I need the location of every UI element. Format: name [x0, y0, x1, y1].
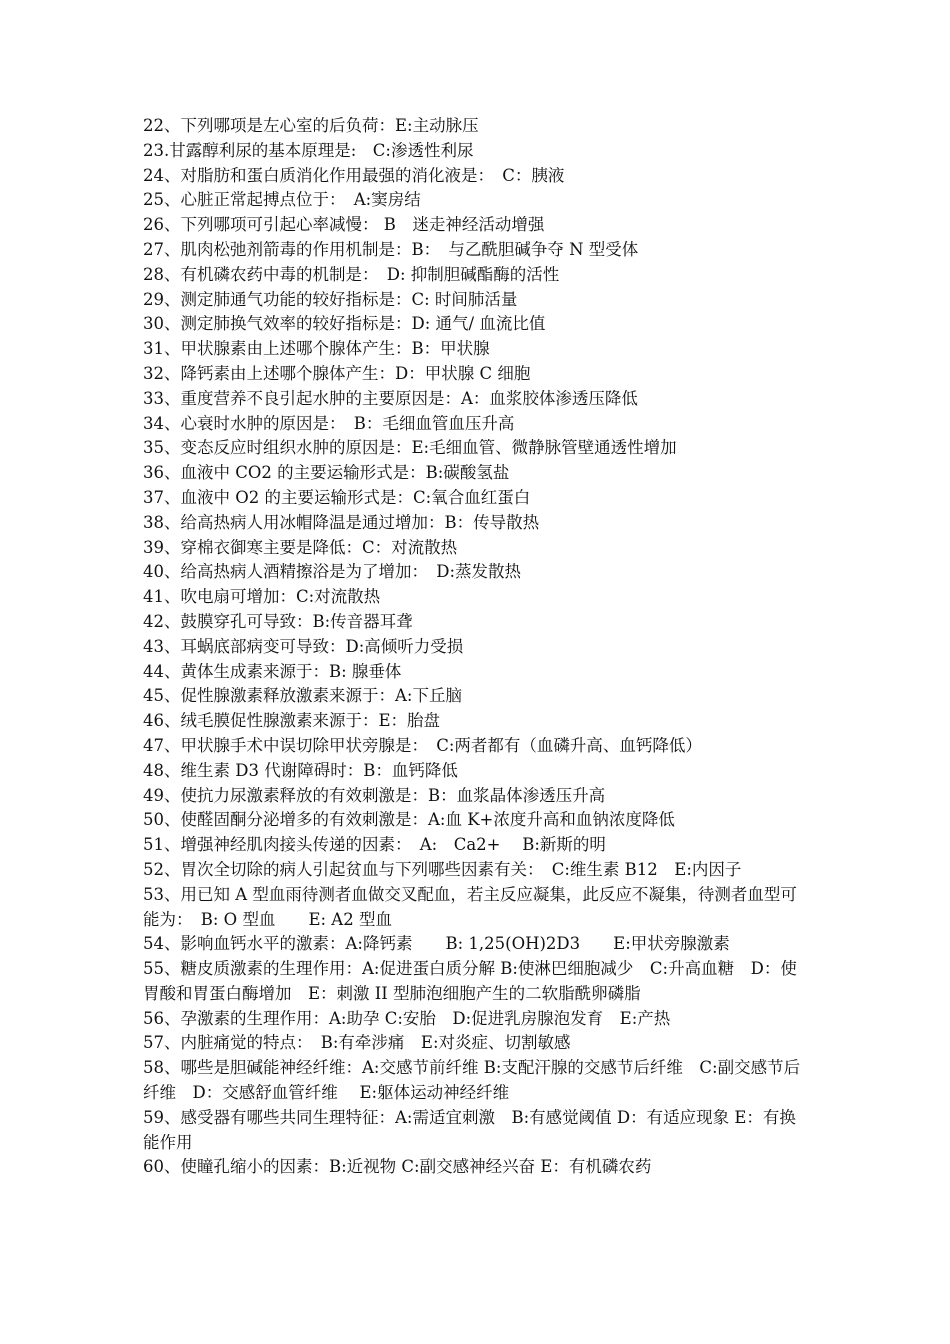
list-item: 54、影响血钙水平的激素：A:降钙素 B: 1,25(OH)2D3 E:甲状旁腺激素: [143, 934, 730, 954]
list-item: 39、穿棉衣御寒主要是降低：C：对流散热: [143, 537, 458, 557]
list-item: 36、血液中 CO2 的主要运输形式是：B:碳酸氢盐: [143, 463, 510, 483]
document-body: [143, 114, 807, 1180]
list-item: 37、血液中 O2 的主要运输形式是：C:氧合血红蛋白: [143, 487, 531, 507]
list-item: 24、对脂肪和蛋白质消化作用最强的消化液是： C：胰液: [143, 165, 565, 185]
list-item: 51、增强神经肌肉接头传递的因素： A: Ca2+ B:新斯的明: [143, 835, 606, 855]
list-item: 32、降钙素由上述哪个腺体产生：D：甲状腺 C 细胞: [143, 363, 531, 383]
list-item: 44、黄体生成素来源于：B: 腺垂体: [143, 661, 402, 681]
list-item: 28、有机磷农药中毒的机制是： D: 抑制胆碱酯酶的活性: [143, 264, 560, 284]
list-item: 35、变态反应时组织水肿的原因是：E:毛细血管、微静脉管壁通透性增加: [143, 438, 677, 458]
list-item: 25、心脏正常起搏点位于： A:窦房结: [143, 190, 421, 210]
list-item: 45、促性腺激素释放激素来源于：A:下丘脑: [143, 686, 462, 706]
list-item: 23.甘露醇利尿的基本原理是: C:渗透性利尿: [143, 140, 474, 160]
list-item: 33、重度营养不良引起水肿的主要原因是：A：血浆胶体渗透压降低: [143, 388, 638, 408]
list-item: 49、使抗力尿激素释放的有效刺激是：B：血浆晶体渗透压升高: [143, 785, 606, 805]
list-item: 57、内脏痛觉的特点： B:有牵涉痛 E:对炎症、切割敏感: [143, 1033, 571, 1053]
list-item: 40、给高热病人酒精擦浴是为了增加： D:蒸发散热: [143, 562, 522, 582]
list-item: 30、测定肺换气效率的较好指标是：D: 通气/ 血流比值: [143, 314, 546, 334]
list-item: 55、糖皮质激素的生理作用：A:促进蛋白质分解 B:使淋巴细胞减少 C:升高血糖 D：使胃酸和胃蛋白酶增加 E：刺激 II 型肺泡细胞产生的二软脂酰卵磷脂: [143, 959, 797, 1003]
list-item: 59、感受器有哪些共同生理特征：A:需适宜刺激 B:有感觉阈值 D：有适应现象 E：有换能作用: [143, 1107, 796, 1152]
list-item: 52、胃次全切除的病人引起贫血与下列哪些因素有关： C:维生素 B12 E:内因子: [143, 859, 742, 879]
list-item: 58、哪些是胆碱能神经纤维：A:交感节前纤维 B:支配汗腺的交感节后纤维 C:副交感节后纤维 D：交感舒血管纤维 E:躯体运动神经纤维: [143, 1058, 801, 1103]
list-item: 50、使醛固酮分泌增多的有效刺激是：A:血 K+浓度升高和血钠浓度降低: [143, 810, 675, 830]
list-item: 43、耳蜗底部病变可导致：D:高倾听力受损: [143, 636, 464, 656]
list-item: 42、鼓膜穿孔可导致：B:传音器耳聋: [143, 611, 413, 631]
list-item: 26、下列哪项可引起心率减慢： B 迷走神经活动增强: [143, 215, 545, 235]
list-item: 22、下列哪项是左心室的后负荷：E:主动脉压: [143, 116, 479, 135]
list-item: 60、使瞳孔缩小的因素：B:近视物 C:副交感神经兴奋 E：有机磷农药: [143, 1157, 652, 1177]
list-item: 31、甲状腺素由上述哪个腺体产生：B：甲状腺: [143, 339, 490, 359]
list-item: 27、肌肉松弛剂箭毒的作用机制是：B： 与乙酰胆碱争夺 N 型受体: [143, 239, 639, 259]
list-item: 41、吹电扇可增加：C:对流散热: [143, 587, 381, 607]
list-item: 48、维生素 D3 代谢障碍时：B：血钙降低: [143, 760, 458, 780]
list-item: 56、孕激素的生理作用：A:助孕 C:安胎 D:促进乳房腺泡发育 E:产热: [143, 1008, 671, 1028]
list-item: 47、甲状腺手术中误切除甲状旁腺是： C:两者都有（血磷升高、血钙降低）: [143, 735, 702, 755]
list-item: 38、给高热病人用冰帽降温是通过增加：B：传导散热: [143, 512, 540, 532]
list-item: 34、心衰时水肿的原因是： B：毛细血管血压升高: [143, 413, 515, 433]
list-item: 29、测定肺通气功能的较好指标是：C: 时间肺活量: [143, 289, 518, 309]
list-item: 46、绒毛膜促性腺激素来源于：E：胎盘: [143, 711, 441, 731]
list-item: 53、用已知 A 型血雨待测者血做交叉配血，若主反应凝集，此反应不凝集，待测者血型可能为： B: O 型血 E: A2 型血: [143, 884, 797, 929]
